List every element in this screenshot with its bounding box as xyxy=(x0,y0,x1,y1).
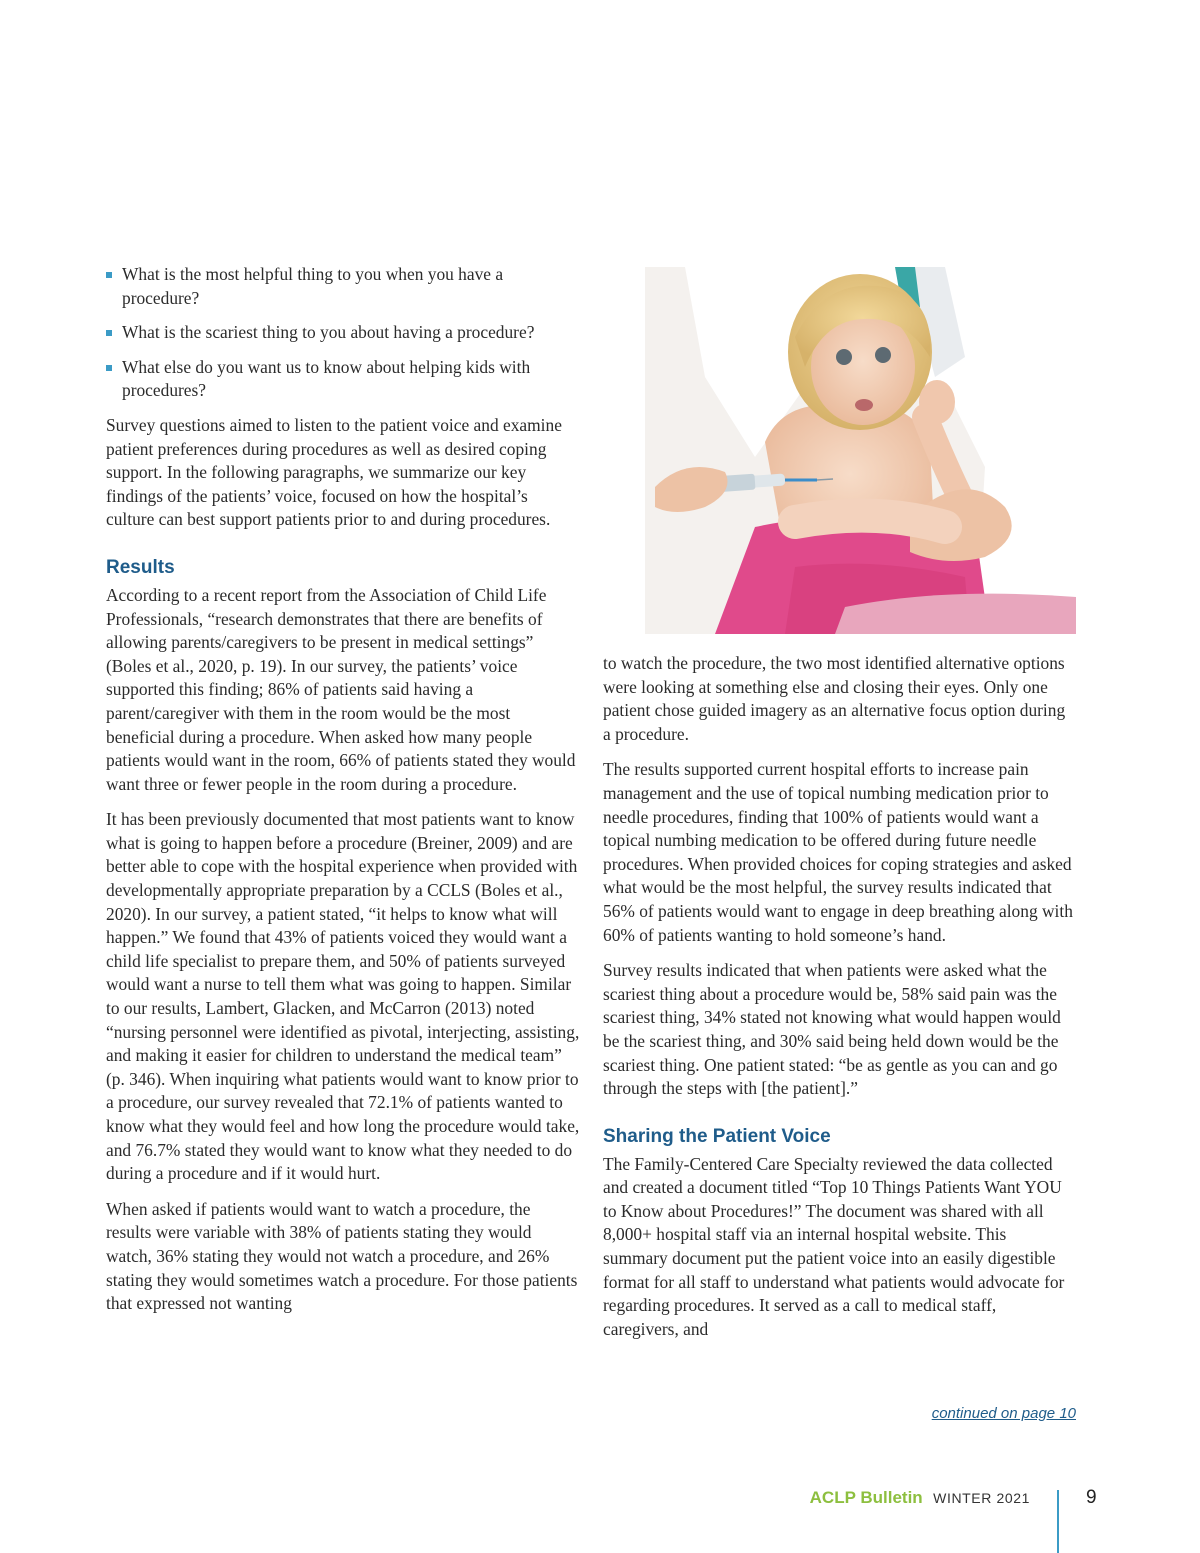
list-item: What is the most helpful thing to you when you have a procedure? xyxy=(106,263,580,310)
right-column xyxy=(603,652,1075,1353)
results-heading: Results xyxy=(106,556,175,578)
child-vaccination-photo xyxy=(645,267,1076,634)
results-paragraph-1: According to a recent report from the Association of Child Life Professionals, “research demonstrates that there are benefits of allowing parents/caregivers to be present in medical settings” (Boles et al., 2020, p. 19). In our survey, the patients’ voice supported this finding; 86% of patients said having a parent/caregiver with them in the room would be the most beneficial during a procedure. When asked how many people patients would want in the room, 66% of patients stated they would want three or fewer people in the room during a procedure. xyxy=(106,584,576,794)
results-paragraph-4: to watch the procedure, the two most identified alternative options were looking at something else and closing their eyes. Only one patient chose guided imagery as an alternative focus option during a procedure. xyxy=(603,653,1066,744)
footer-divider xyxy=(1057,1490,1059,1553)
page-number: 9 xyxy=(1086,1487,1097,1508)
survey-question-list xyxy=(106,263,580,403)
square-bullet-icon xyxy=(106,272,112,278)
square-bullet-icon xyxy=(106,365,112,371)
results-paragraph-3: When asked if patients would want to watch a procedure, the results were variable with 38% of patients stating they would watch, 36% stating they would not watch a procedure, and 26% stating they would sometimes watch a procedure. For those patients that expressed not wanting xyxy=(106,1198,578,1314)
left-column xyxy=(106,263,580,1328)
results-paragraph-6: Survey results indicated that when patients were asked what the scariest thing about a procedure would be, 58% said pain was the scariest thing, 34% stated not knowing what would happen would be the scariest thing, and 30% said being held down would be the scariest thing. One patient stated: “be as gentle as you can and go through the steps with [the patient].” xyxy=(603,960,1061,1099)
list-item: What is the scariest thing to you about having a procedure? xyxy=(106,321,580,345)
continued-link[interactable]: continued on page 10 xyxy=(931,1405,1076,1422)
intro-paragraph: Survey questions aimed to listen to the patient voice and examine patient preferences during procedures as well as desired coping support. In the following paragraphs, we summarize our key findings of the patients’ voice, focused on how the hospital’s culture can best support patients prior to and during procedures. xyxy=(106,414,562,530)
list-item: What else do you want us to know about helping kids with procedures? xyxy=(106,356,580,403)
issue-date: WINTER 2021 xyxy=(933,1490,1030,1506)
page-footer xyxy=(810,1488,1030,1518)
publication-name: ACLP Bulletin xyxy=(809,1488,923,1507)
results-paragraph-2: It has been previously documented that most patients want to know what is going to happen before a procedure (Breiner, 2009) and are better able to cope with the hospital experience when provided with developmentally appropriate preparation by a CCLS (Boles et al., 2020). In our survey, a patient stated, “it helps to know what will happen.” We found that 43% of patients voiced they would want a child life specialist to prepare them, and 50% of patients surveyed would want a nurse to tell them what was going to happen. Similar to our results, Lambert, Glacken, and McCarron (2013) noted “nursing personnel were identified as pivotal, interjecting, assisting, and making it easier for children to understand the medical team” (p. 346). When inquiring what patients would want to know prior to a procedure, our survey revealed that 72.1% of patients wanted to know what they would feel and how long the procedure would take, and 76.7% stated they would want to know what they needed to do during a procedure and if it would hurt. xyxy=(106,809,580,1184)
results-paragraph-5: The results supported current hospital efforts to increase pain management and the use of topical numbing medication prior to needle procedures, finding that 100% of patients would want a topical numbing medication to be offered during future needle procedures. When provided choices for coping strategies and asked what would be the most helpful, the survey results indicated that 56% of patients would want to engage in deep breathing along with 60% of patients wanting to hold someone’s hand. xyxy=(603,759,1073,945)
sharing-paragraph: The Family-Centered Care Specialty reviewed the data collected and created a document titled “Top 10 Things Patients Want YOU to Know about Procedures!” The document was shared with all 8,000+ hospital staff via an internal hospital website. This summary document put the patient voice into an easily digestible format for all staff to understand what patients would advocate for regarding procedures. It served as a call to medical staff, caregivers, and xyxy=(603,1153,1065,1339)
sharing-heading: Sharing the Patient Voice xyxy=(603,1125,831,1147)
square-bullet-icon xyxy=(106,330,112,336)
